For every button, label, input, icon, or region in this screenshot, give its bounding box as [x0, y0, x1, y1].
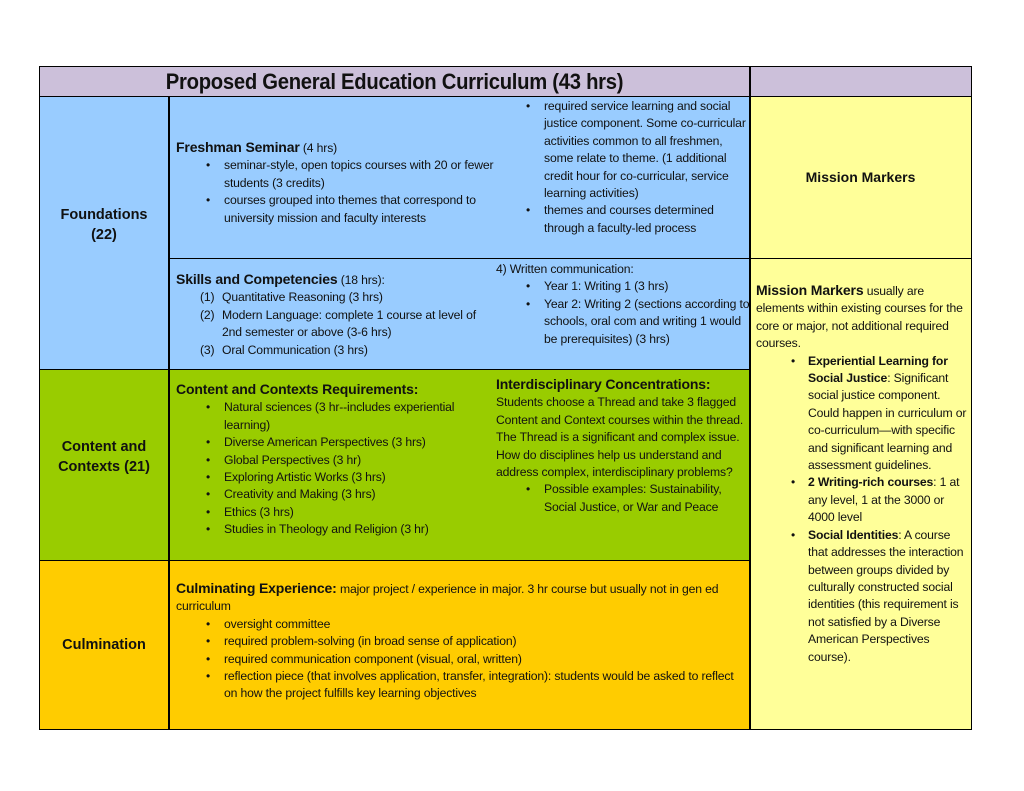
foundations-label — [39, 205, 169, 245]
skills-hours: (18 hrs): — [337, 273, 385, 287]
content-bullet: • Ethics (3 hrs) — [176, 504, 488, 521]
page-title: Proposed General Education Curriculum (43 hrs) — [165, 69, 624, 94]
interdisciplinary-bullet: • Possible examples: Sustainability, Social Justice, or War and Peace — [496, 481, 748, 516]
written-communication — [496, 261, 750, 348]
interdisciplinary-heading: Interdisciplinary Concentrations: — [496, 376, 711, 392]
freshman-right-bullet: • required service learning and social justice component. Some co-curricular activities common to all freshmen, some relate to theme. (1 additional credit hour for co-curricular, service learning activities) — [496, 98, 750, 202]
foundations-title: Foundations — [60, 207, 148, 223]
freshman-heading: Freshman Seminar — [176, 139, 300, 155]
freshman-hours: (4 hrs) — [299, 141, 338, 155]
content-label — [39, 437, 169, 477]
freshman-bullet: • courses grouped into themes that correspond to university mission and faculty interests — [176, 192, 496, 227]
mission-item: • Experiential Learning for Social Justice: Significant social justice component. Could happen in curriculum or co-curriculum—with specific and significant learning and assessment guidelines. — [756, 353, 968, 475]
skills-item: (1) Quantitative Reasoning (3 hrs) — [200, 290, 383, 305]
mission-intro: usually are elements within existing courses for the core or major, not additional required courses. — [756, 284, 963, 351]
freshman-right — [496, 98, 750, 237]
skills-heading: Skills and Competencies — [176, 271, 338, 287]
freshman-seminar — [176, 139, 496, 227]
written-heading: 4) Written communication: — [496, 262, 634, 276]
content-bullet: • Global Perspectives (3 hr) — [176, 452, 488, 469]
skills-competencies — [176, 271, 494, 359]
skills-item: (2) Modern Language: complete 1 course at level of 2nd semester or above (3-6 hrs) — [200, 307, 476, 340]
culminating-experience — [176, 580, 744, 703]
content-requirements — [176, 381, 488, 539]
interdisciplinary-concentrations — [496, 376, 748, 516]
mission-heading: Mission Markers — [756, 282, 864, 298]
culmination-title: Culmination — [62, 637, 146, 653]
culminating-heading: Culminating Experience: — [176, 580, 337, 596]
culminating-bullet: • oversight committee — [176, 616, 744, 633]
mission-markers — [756, 282, 968, 666]
freshman-right-bullet: • themes and courses determined through a faculty-led process — [496, 202, 750, 237]
culmination-label — [39, 635, 169, 655]
interdisciplinary-body: Students choose a Thread and take 3 flagged Content and Context courses within the thread. The Thread is a significant and complex issue. How do disciplines help us understand and address complex, interdisciplinary problems? — [496, 395, 744, 480]
culminating-bullet: • required problem-solving (in broad sense of application) — [176, 633, 744, 650]
culminating-bullet: • reflection piece (that involves application, transfer, integration): students would be asked to reflect on how the project fulfills key learning objectives — [176, 668, 744, 703]
mission-header: Mission Markers — [805, 169, 916, 185]
written-bullet: • Year 1: Writing 1 (3 hrs) — [496, 278, 750, 295]
title-row-right — [750, 66, 971, 96]
content-hours: Contexts (21) — [58, 459, 150, 475]
mission-item: • 2 Writing-rich courses: 1 at any level, 1 at the 3000 or 4000 level — [756, 474, 968, 526]
written-bullet: • Year 2: Writing 2 (sections according to schools, oral com and writing 1 would be prerequisites) (3 hrs) — [496, 296, 750, 348]
culminating-bullet: • required communication component (visual, oral, written) — [176, 651, 744, 668]
content-bullet: • Creativity and Making (3 hrs) — [176, 486, 488, 503]
content-heading: Content and Contexts Requirements: — [176, 381, 419, 397]
culminating-intro: major project / experience in major. 3 hr course but usually not in gen ed curriculum — [176, 582, 719, 614]
content-title: Content and — [61, 439, 147, 455]
skills-item: (3) Oral Communication (3 hrs) — [200, 342, 368, 357]
content-bullet: • Studies in Theology and Religion (3 hr) — [176, 521, 488, 538]
content-bullet: • Natural sciences (3 hr--includes experiential learning) — [176, 399, 488, 434]
content-bullet: • Exploring Artistic Works (3 hrs) — [176, 469, 488, 486]
content-bullet: • Diverse American Perspectives (3 hrs) — [176, 434, 488, 451]
freshman-bullet: • seminar-style, open topics courses with 20 or fewer students (3 credits) — [176, 157, 496, 192]
mission-item: • Social Identities: A course that addresses the interaction between groups divided by culturally constructed social identities (this requirement is not satisfied by a Diverse American Perspectives course). — [756, 527, 968, 666]
foundations-hours: (22) — [91, 227, 117, 243]
